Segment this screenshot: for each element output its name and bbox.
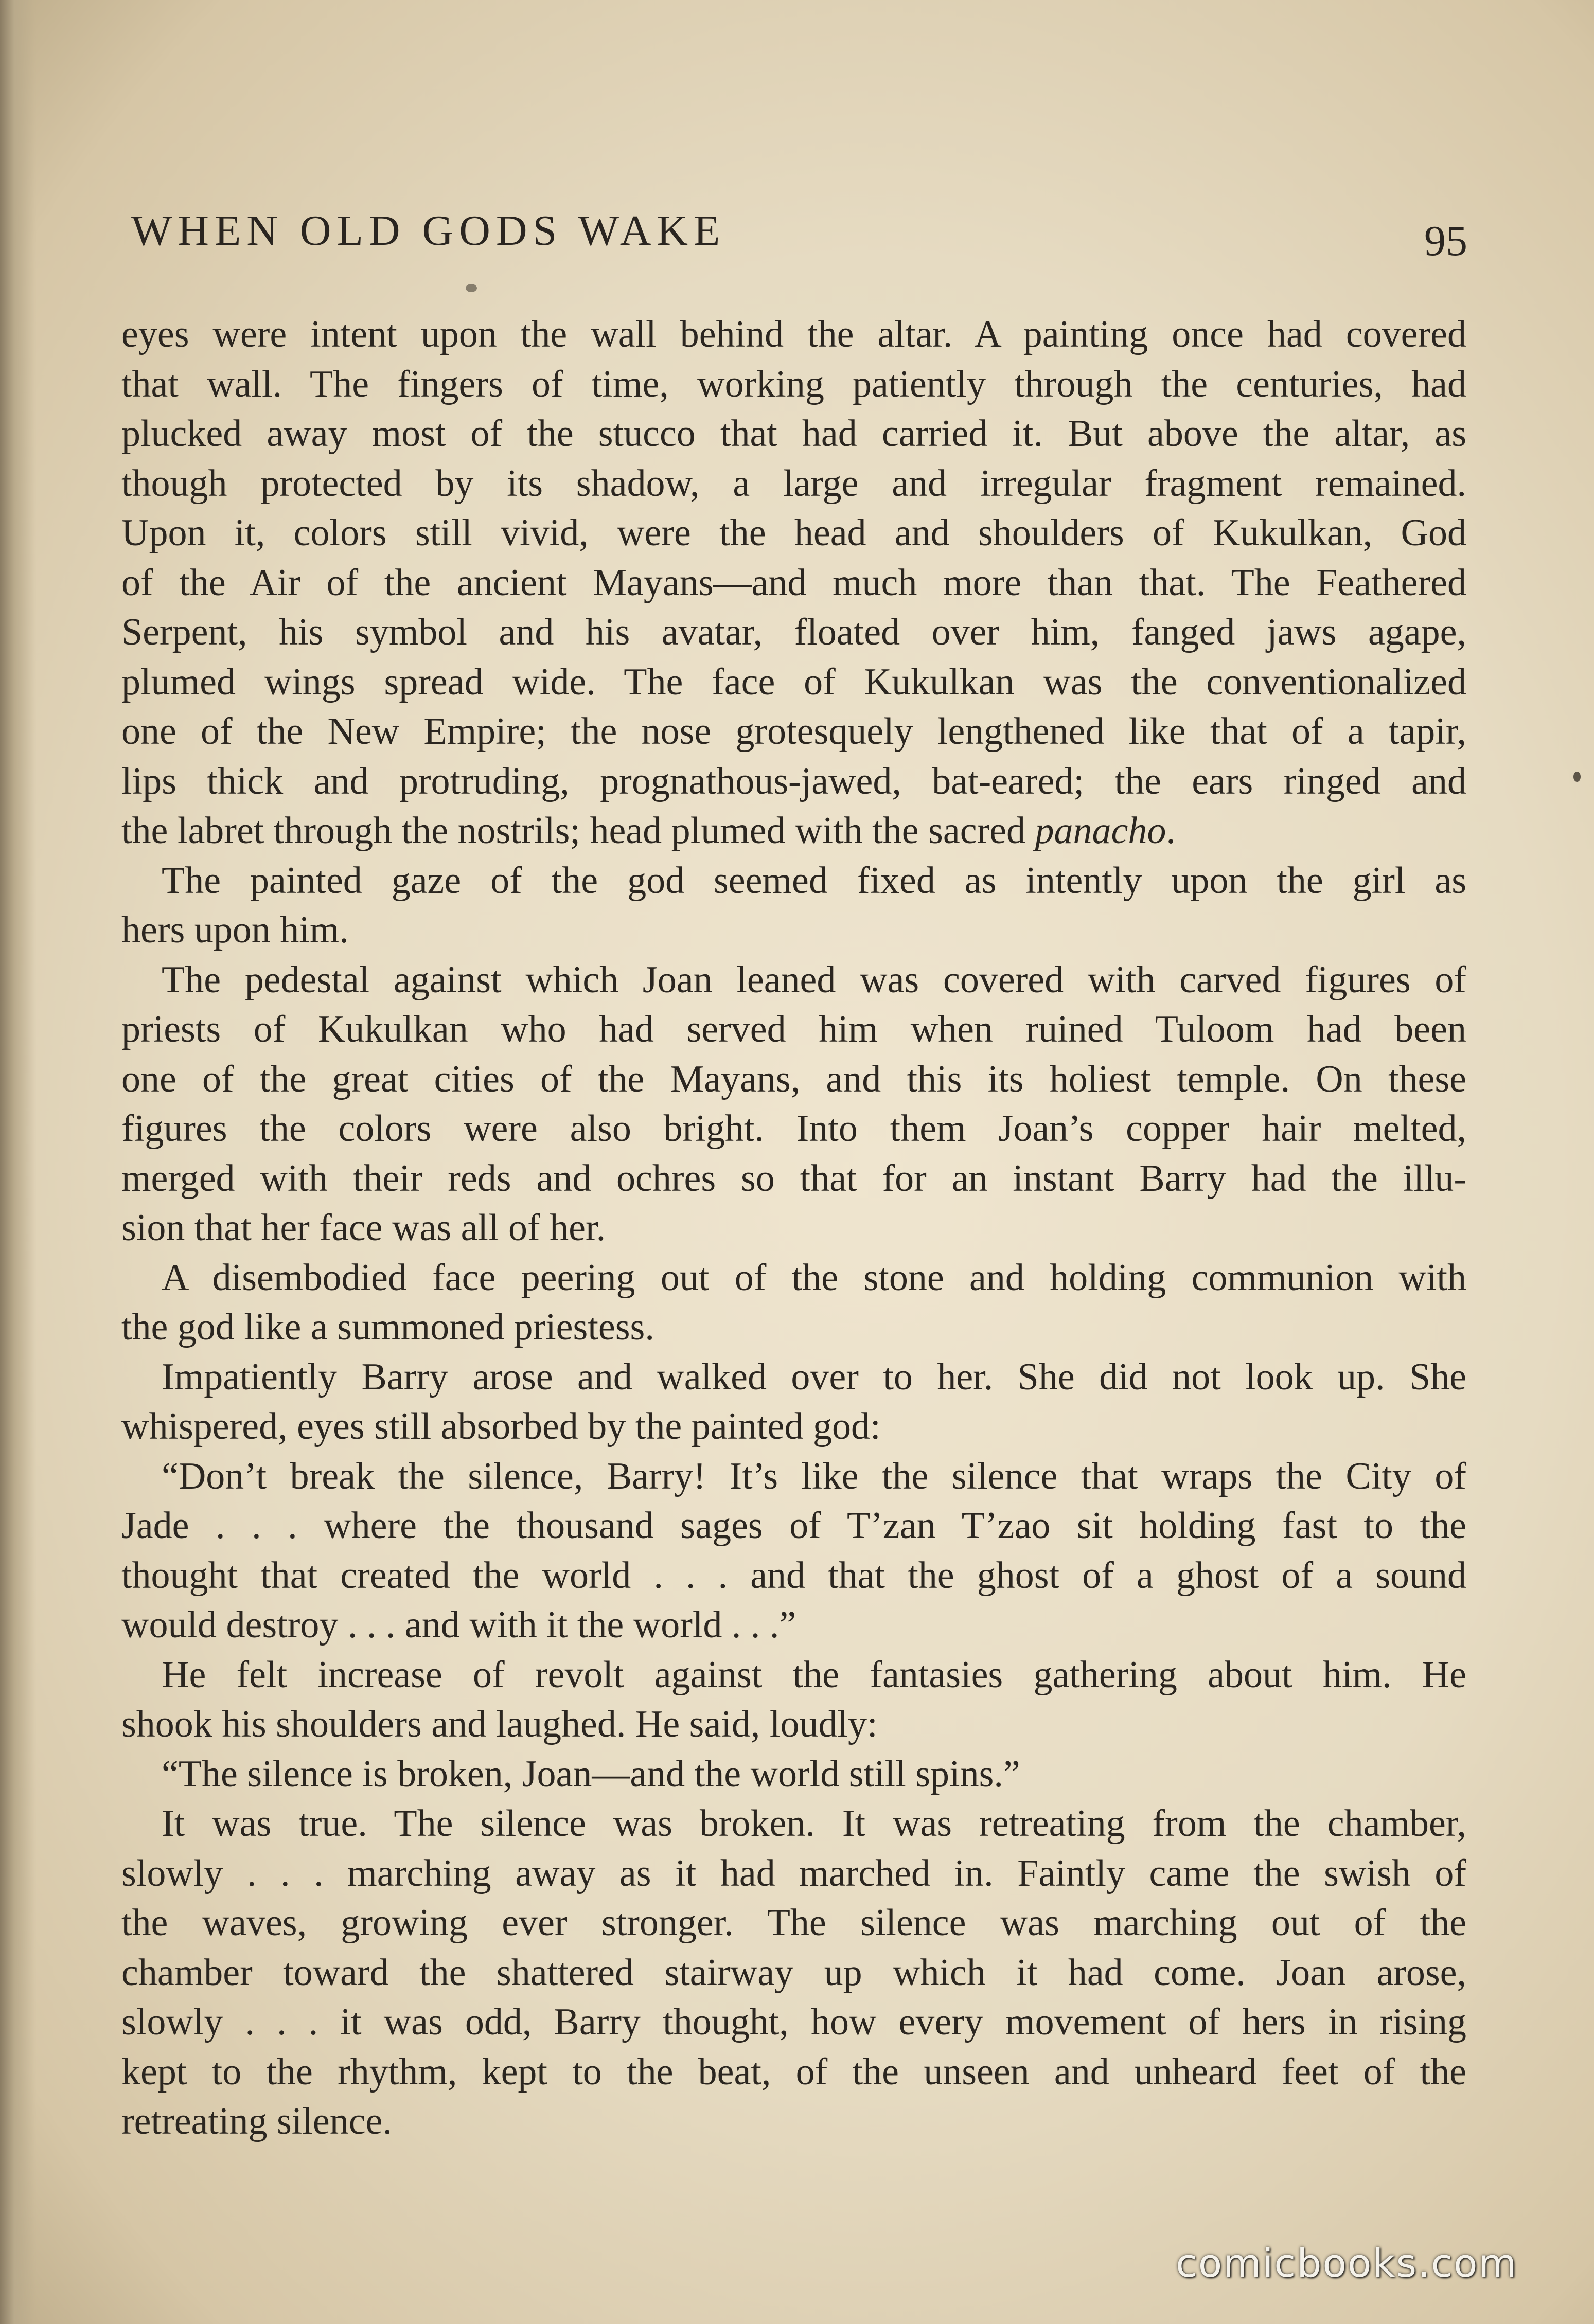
line-text: the god like a summoned priestess. [121, 1306, 654, 1348]
paper-speck [1573, 772, 1581, 782]
line-text: the waves, growing ever stronger. The silence was marching out of the [121, 1902, 1466, 1944]
text-line [121, 1154, 1466, 1204]
line-text: Upon it, colors still vivid, were the head and shoulders of Kukulkan, God [121, 512, 1466, 554]
text-line [121, 1600, 1466, 1650]
text-line [121, 1352, 1466, 1402]
body-text [121, 310, 1466, 2147]
line-text: The painted gaze of the god seemed fixed as intently upon the girl as [162, 859, 1466, 902]
line-text: kept to the rhythm, kept to the beat, of the unseen and unheard feet of the [121, 2050, 1466, 2093]
paper-speck [466, 284, 477, 292]
text-line [121, 1104, 1466, 1154]
line-text: sion that her face was all of her. [121, 1207, 606, 1249]
text-line [121, 360, 1466, 409]
text-line [121, 1501, 1466, 1551]
text-line [121, 1799, 1466, 1849]
text-line [121, 1700, 1466, 1749]
text-line [121, 757, 1466, 807]
text-line [121, 310, 1466, 360]
text-line [121, 707, 1466, 757]
text-line [121, 806, 1466, 856]
text-line [121, 1551, 1466, 1601]
line-text: plumed wings spread wide. The face of Kukulkan was the conventionalized [121, 660, 1466, 703]
text-line [121, 657, 1466, 707]
line-text: the labret through the nostrils; head plumed with the sacred [121, 810, 1035, 852]
text-line [121, 1650, 1466, 1700]
line-text: shook his shoulders and laughed. He said, loudly: [121, 1703, 878, 1745]
line-text: chamber toward the shattered stairway up which it had come. Joan arose, [121, 1951, 1466, 1994]
line-text: “Don’t break the silence, Barry! It’s like the silence that wraps the City of [162, 1455, 1466, 1497]
text-line [121, 459, 1466, 509]
text-line [121, 1749, 1466, 1799]
line-text: one of the great cities of the Mayans, and this its holiest temple. On these [121, 1058, 1466, 1100]
line-text: hers upon him. [121, 909, 349, 951]
line-text: whispered, eyes still absorbed by the painted god: [121, 1405, 881, 1447]
line-text: one of the New Empire; the nose grotesquely lengthened like that of a tapir, [121, 710, 1466, 753]
text-line [121, 1402, 1466, 1452]
line-text: of the Air of the ancient Mayans—and much more than that. The Feathered [121, 561, 1466, 604]
line-text: He felt increase of revolt against the fantasies gathering about him. He [162, 1653, 1466, 1696]
text-line [121, 1948, 1466, 1998]
line-text: Impatiently Barry arose and walked over to her. She did not look up. She [162, 1355, 1466, 1398]
line-text: lips thick and protruding, prognathous-jawed, bat-eared; the ears ringed and [121, 760, 1466, 802]
text-line [121, 1253, 1466, 1303]
line-text: retreating silence. [121, 2100, 392, 2142]
line-text: It was true. The silence was broken. It was retreating from the chamber, [162, 1802, 1466, 1845]
line-text: A disembodied face peering out of the stone and holding communion with [162, 1256, 1466, 1299]
line-text: that wall. The fingers of time, working patiently through the centuries, had [121, 363, 1466, 405]
text-line [121, 856, 1466, 906]
text-line [121, 607, 1466, 657]
text-line [121, 558, 1466, 608]
text-line [121, 905, 1466, 955]
line-text: figures the colors were also bright. Into them Joan’s copper hair melted, [121, 1107, 1466, 1150]
line-text: though protected by its shadow, a large and irregular fragment remained. [121, 462, 1466, 505]
line-text: thought that created the world . . . and that the ghost of a ghost of a sound [121, 1554, 1466, 1597]
running-head: WHEN OLD GODS WAKE [131, 207, 726, 255]
line-text: slowly . . . marching away as it had marched in. Faintly came the swish of [121, 1852, 1466, 1894]
line-text: The pedestal against which Joan leaned was covered with carved figures of [162, 958, 1466, 1001]
text-line [121, 508, 1466, 558]
text-line [121, 955, 1466, 1005]
text-line [121, 1005, 1466, 1054]
page-number: 95 [1424, 217, 1467, 265]
line-punctuation: . [1166, 810, 1176, 852]
line-text: would destroy . . . and with it the world . . .” [121, 1604, 796, 1646]
line-text: Serpent, his symbol and his avatar, floated over him, fanged jaws agape, [121, 611, 1466, 653]
watermark: comicbooks.com [1176, 2240, 1518, 2286]
line-text: merged with their reds and ochres so that for an instant Barry had the illu- [121, 1157, 1466, 1200]
line-text: priests of Kukulkan who had served him when ruined Tuloom had been [121, 1008, 1466, 1050]
text-line [121, 1452, 1466, 1501]
spine-shadow [0, 0, 36, 2324]
italic-word: panacho [1035, 810, 1166, 852]
line-text: Jade . . . where the thousand sages of T’zan T’zao sit holding fast to the [121, 1505, 1466, 1547]
text-line [121, 409, 1466, 459]
text-line [121, 1203, 1466, 1253]
line-text: “The silence is broken, Joan—and the world still spins.” [162, 1753, 1020, 1795]
text-line [121, 1997, 1466, 2047]
text-line [121, 1849, 1466, 1899]
line-text: slowly . . . it was odd, Barry thought, how every movement of hers in rising [121, 2001, 1466, 2043]
line-text: plucked away most of the stucco that had carried it. But above the altar, as [121, 413, 1466, 455]
text-line [121, 1302, 1466, 1352]
line-text: eyes were intent upon the wall behind the altar. A painting once had covered [121, 313, 1466, 355]
text-line [121, 2047, 1466, 2097]
text-line [121, 1054, 1466, 1104]
text-line [121, 1898, 1466, 1948]
text-line [121, 2097, 1466, 2147]
